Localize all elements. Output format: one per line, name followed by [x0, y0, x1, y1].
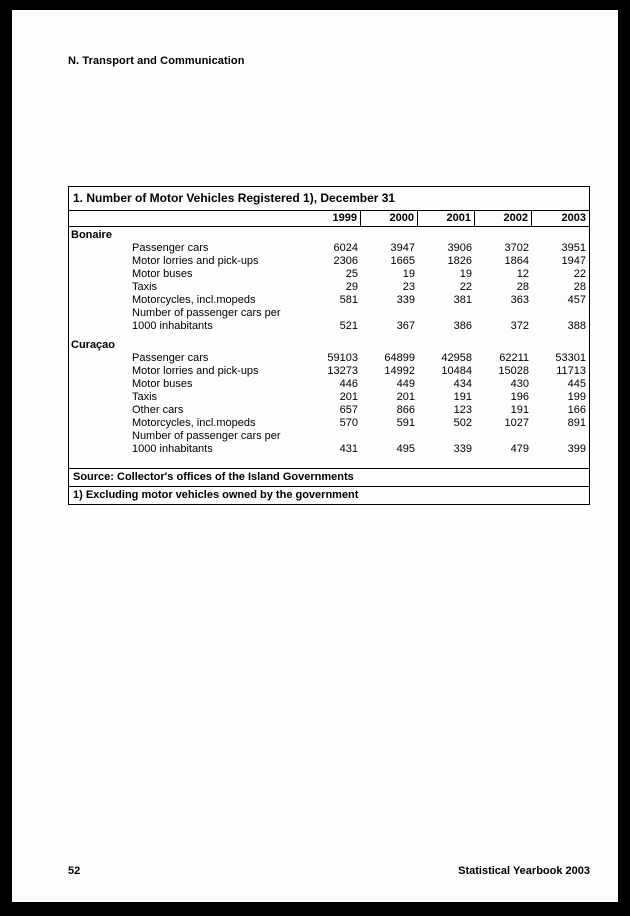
- row-label: Passenger cars: [132, 242, 209, 254]
- group-name: Curaçao: [71, 339, 116, 351]
- value-cell: 11713: [556, 365, 586, 377]
- value-cell: 1826: [447, 255, 472, 267]
- value-cell: 201: [396, 391, 415, 403]
- value-cell: [532, 307, 589, 320]
- value-cell: 339: [453, 443, 472, 455]
- value-cell: 123: [453, 404, 472, 416]
- value-cell: 3947: [390, 242, 415, 254]
- value-cell: 29: [345, 281, 358, 293]
- value-cell: 59103: [327, 352, 358, 364]
- value-cell: 367: [396, 320, 415, 332]
- value-cell: [532, 430, 589, 443]
- table-row: [69, 404, 589, 417]
- table-footnote: 1) Excluding motor vehicles owned by the government: [69, 486, 589, 504]
- row-label: Other cars: [132, 404, 184, 416]
- value-cell: 10484: [441, 365, 472, 377]
- value-cell: 23: [402, 281, 415, 293]
- row-label: Motor lorries and pick-ups: [132, 255, 259, 267]
- value-cell: 201: [339, 391, 358, 403]
- value-cell: 457: [567, 294, 586, 306]
- row-label: 1000 inhabitants: [132, 443, 213, 455]
- value-cell: [418, 307, 475, 320]
- motor-vehicles-table: [68, 186, 590, 505]
- value-cell: 449: [396, 378, 415, 390]
- table-row: [69, 443, 589, 456]
- row-label: Motorcycles, incl.mopeds: [132, 294, 256, 306]
- value-cell: 399: [567, 443, 586, 455]
- value-cell: 12: [516, 268, 529, 280]
- value-cell: [418, 430, 475, 443]
- table-row: [69, 242, 589, 255]
- value-cell: 479: [510, 443, 529, 455]
- value-cell: 14992: [384, 365, 415, 377]
- table-row: [69, 417, 589, 430]
- row-label: Passenger cars: [132, 352, 209, 364]
- value-cell: 431: [339, 443, 358, 455]
- table-row: [69, 281, 589, 294]
- value-cell: 3702: [504, 242, 529, 254]
- value-cell: 430: [510, 378, 529, 390]
- year-header-1999: 1999: [304, 211, 361, 226]
- value-cell: [361, 307, 418, 320]
- value-cell: [304, 307, 361, 320]
- value-cell: 381: [453, 294, 472, 306]
- table-year-header-row: [69, 211, 589, 227]
- section-header: N. Transport and Communication: [68, 55, 245, 67]
- table-row: [69, 430, 589, 443]
- value-cell: 445: [567, 378, 586, 390]
- row-label: Number of passenger cars per: [132, 307, 281, 319]
- table-row: [69, 352, 589, 365]
- table-body: [69, 227, 589, 468]
- value-cell: 19: [459, 268, 472, 280]
- value-cell: [475, 430, 532, 443]
- table-source-note: Source: Collector's offices of the Island Governments: [69, 468, 589, 486]
- row-label: Motor buses: [132, 378, 193, 390]
- value-cell: 495: [396, 443, 415, 455]
- value-cell: 866: [396, 404, 415, 416]
- value-cell: 1947: [561, 255, 586, 267]
- value-cell: 199: [567, 391, 586, 403]
- value-cell: 1027: [504, 417, 529, 429]
- value-cell: 13273: [327, 365, 358, 377]
- table-row: [69, 268, 589, 281]
- value-cell: 386: [453, 320, 472, 332]
- value-cell: 191: [453, 391, 472, 403]
- row-label: Motor buses: [132, 268, 193, 280]
- value-cell: 388: [567, 320, 586, 332]
- page-number: 52: [68, 865, 81, 877]
- value-cell: 363: [510, 294, 529, 306]
- table-row: [69, 378, 589, 391]
- value-cell: 15028: [498, 365, 529, 377]
- table-row: [69, 365, 589, 378]
- value-cell: 1665: [390, 255, 415, 267]
- row-label: 1000 inhabitants: [132, 320, 213, 332]
- year-header-2003: 2003: [561, 212, 586, 224]
- row-label: Number of passenger cars per: [132, 430, 281, 442]
- table-row: [69, 255, 589, 268]
- page: [12, 10, 618, 902]
- value-cell: 2306: [333, 255, 358, 267]
- value-cell: 570: [339, 417, 358, 429]
- group-name: Bonaire: [71, 229, 112, 241]
- value-cell: 434: [453, 378, 472, 390]
- table-row: [69, 391, 589, 404]
- value-cell: 28: [516, 281, 529, 293]
- year-header-2001: 2001: [418, 211, 475, 226]
- value-cell: [475, 307, 532, 320]
- row-label: Motorcycles, incl.mopeds: [132, 417, 256, 429]
- table-row: [69, 294, 589, 307]
- value-cell: 64899: [384, 352, 415, 364]
- value-cell: 339: [396, 294, 415, 306]
- value-cell: 166: [567, 404, 586, 416]
- value-cell: 42958: [441, 352, 472, 364]
- value-cell: 3906: [447, 242, 472, 254]
- value-cell: [361, 430, 418, 443]
- value-cell: 502: [453, 417, 472, 429]
- value-cell: 3951: [561, 242, 586, 254]
- row-label: Taxis: [132, 281, 158, 293]
- value-cell: 521: [339, 320, 358, 332]
- value-cell: 6024: [333, 242, 358, 254]
- value-cell: 581: [339, 294, 358, 306]
- value-cell: 891: [567, 417, 586, 429]
- table-row: [69, 307, 589, 320]
- value-cell: 1864: [504, 255, 529, 267]
- table-title: 1. Number of Motor Vehicles Registered 1), December 31: [69, 187, 589, 211]
- value-cell: 25: [345, 268, 358, 280]
- value-cell: 62211: [499, 352, 529, 364]
- value-cell: 196: [510, 391, 529, 403]
- value-cell: 372: [510, 320, 529, 332]
- value-cell: 28: [573, 281, 586, 293]
- yearbook-title: Statistical Yearbook 2003: [458, 865, 590, 877]
- row-label: Motor lorries and pick-ups: [132, 365, 259, 377]
- year-header-2002: 2002: [475, 211, 532, 226]
- value-cell: 22: [459, 281, 472, 293]
- value-cell: 19: [402, 268, 415, 280]
- value-cell: 591: [396, 417, 415, 429]
- value-cell: 191: [510, 404, 529, 416]
- row-label: Taxis: [132, 391, 158, 403]
- value-cell: 22: [573, 268, 586, 280]
- table-row: [69, 320, 589, 333]
- value-cell: 446: [339, 378, 358, 390]
- year-header-2000: 2000: [361, 211, 418, 226]
- value-cell: 657: [339, 404, 358, 416]
- page-footer: [68, 865, 590, 877]
- value-cell: 53301: [555, 352, 586, 364]
- value-cell: [304, 430, 361, 443]
- year-header-spacer: [69, 211, 304, 226]
